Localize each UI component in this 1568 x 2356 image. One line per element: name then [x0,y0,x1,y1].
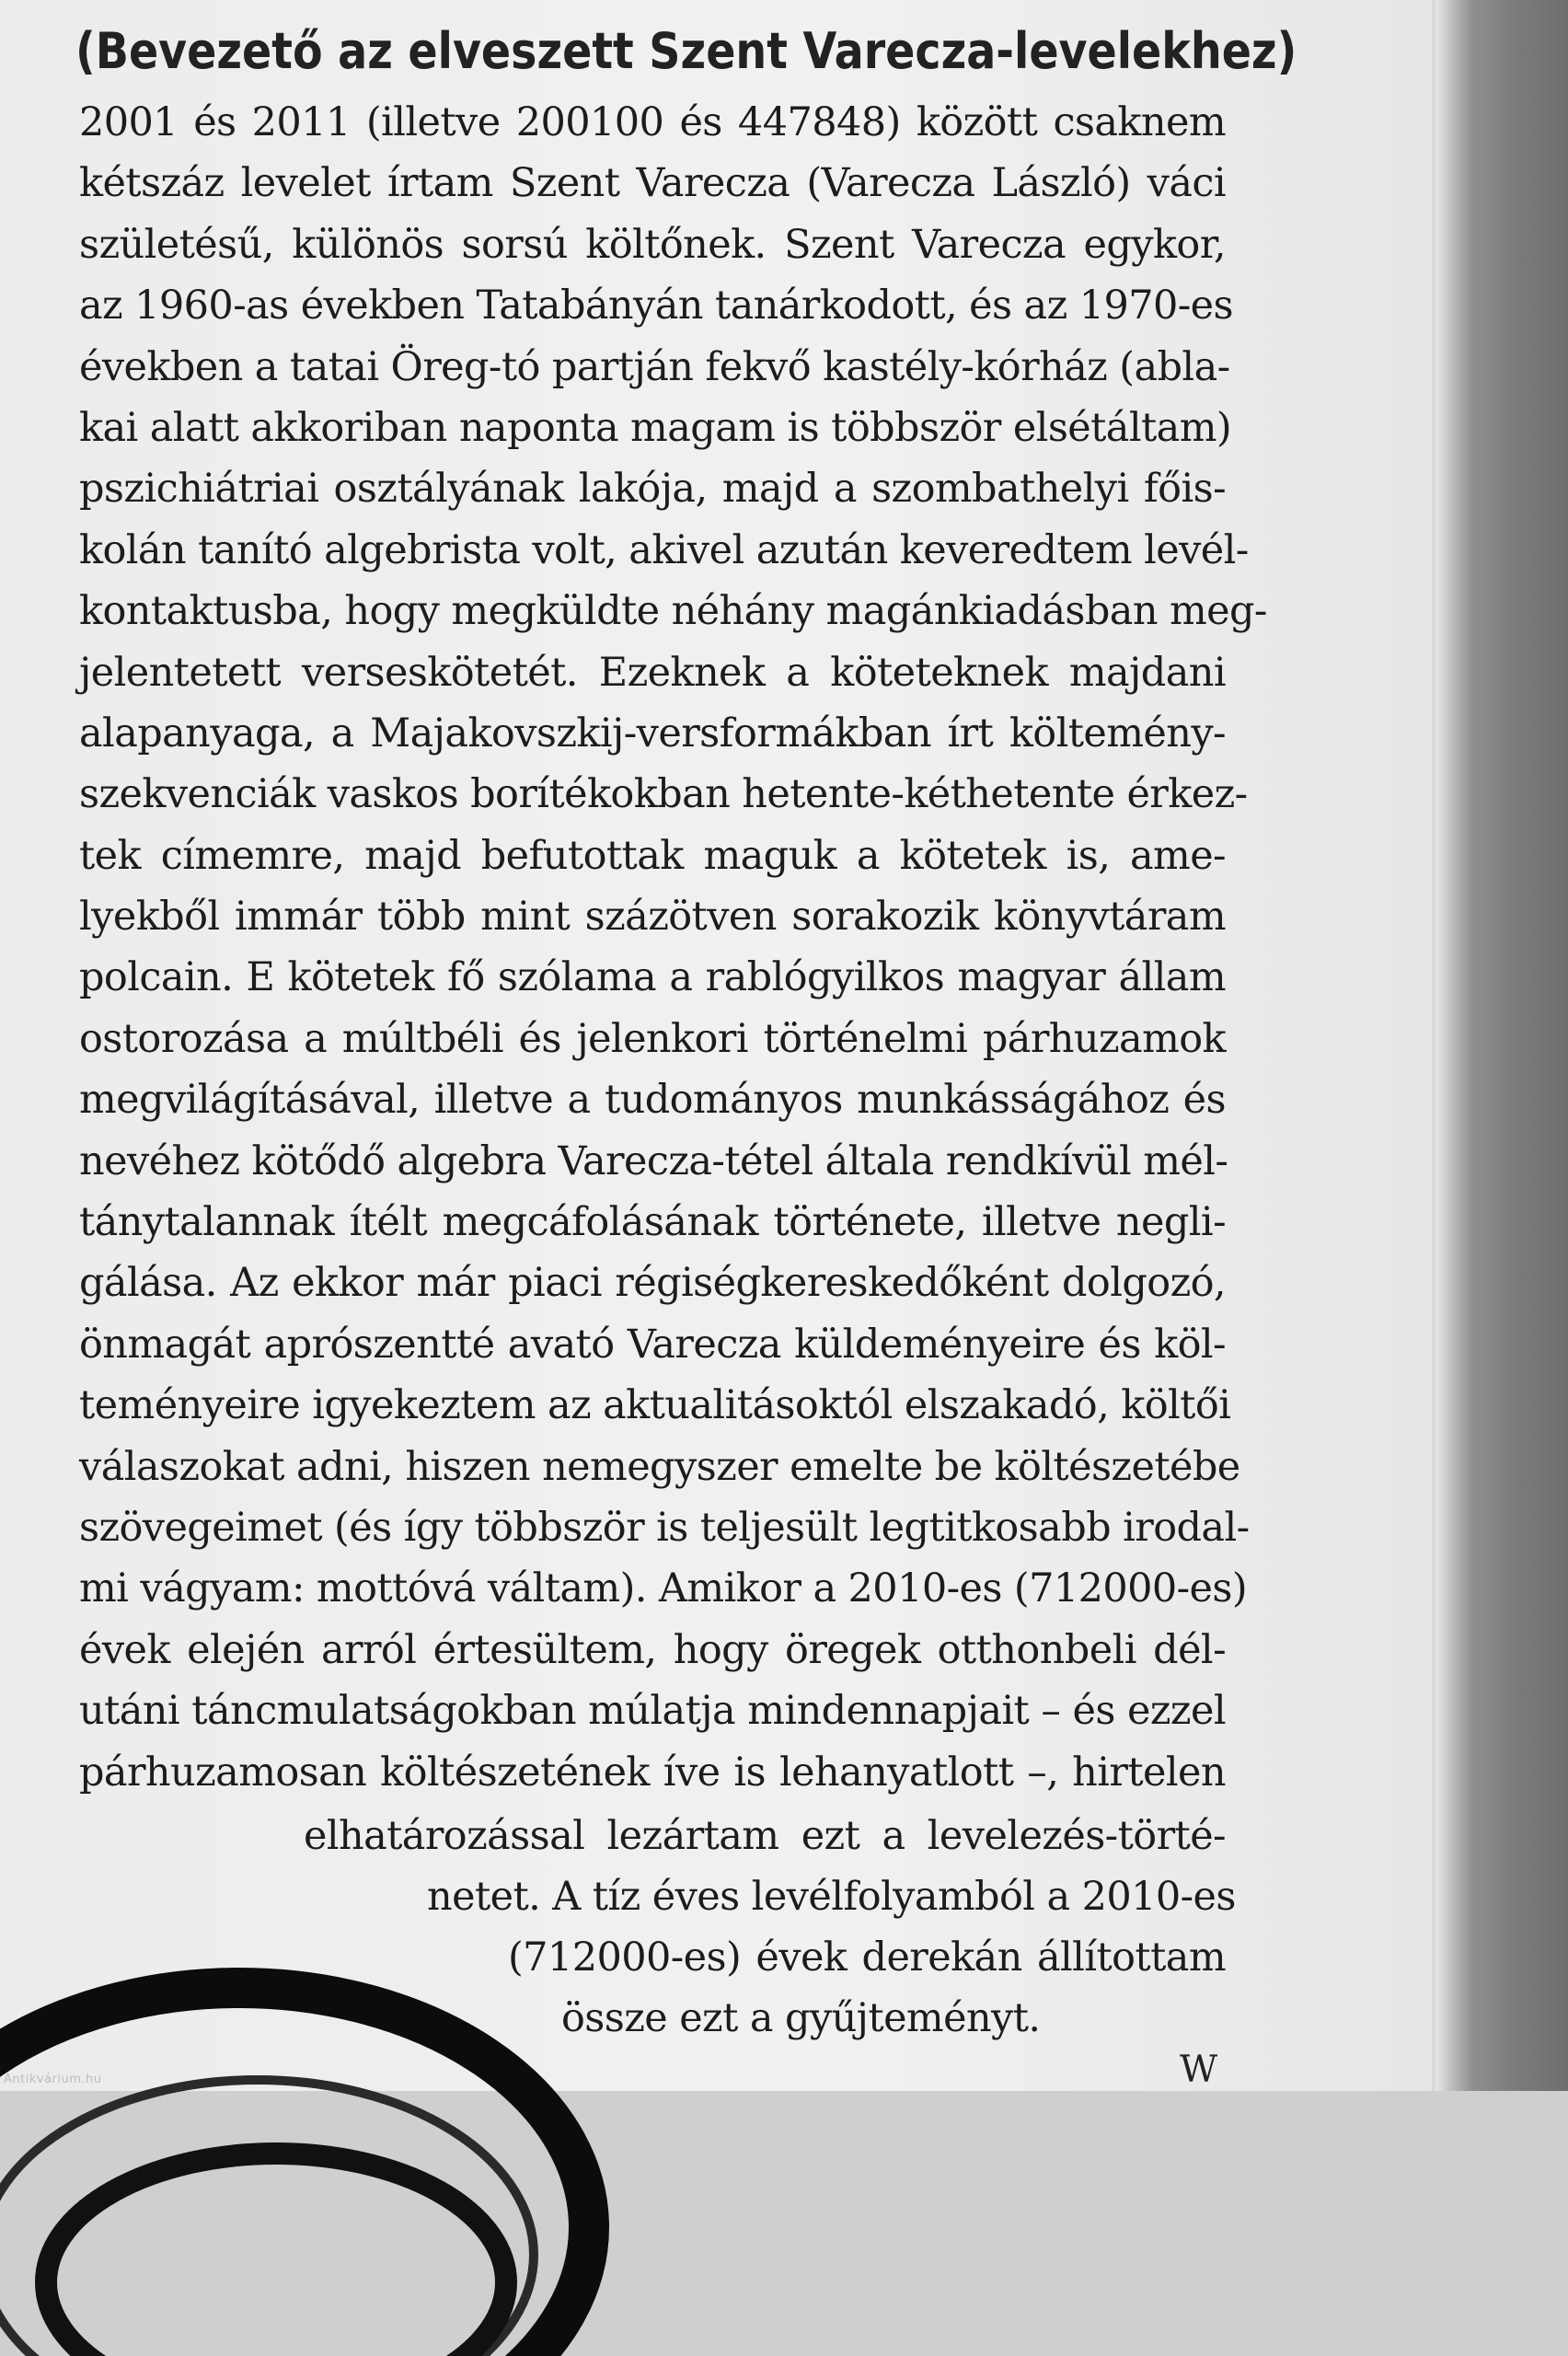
text-line: évek elején arról értesültem, hogy öregek otthonbeli dél- [79,1626,1226,1673]
text-line: polcain. E kötetek fő szólama a rablógyilkos magyar állam [79,954,1226,1001]
text-line: alapanyaga, a Majakovszkij-versformákban írt költemény- [79,710,1226,756]
text-line: az 1960-as években Tatabányán tanárkodott, és az 1970-es [79,283,1233,329]
body-text [79,92,1267,1803]
text-line: válaszokat adni, hiszen nemegyszer emelte be költészetébe [79,1443,1240,1490]
text-line: utáni táncmulatságokban múlatja mindennapjait – és ezzel [79,1688,1226,1735]
text-line: teményeire igyekeztem az aktualitásoktól elszakadó, költői [79,1382,1231,1429]
text-line: párhuzamosan költészetének íve is lehanyatlott –, hirtelen [79,1749,1226,1796]
text-line: szövegeimet (és így többször is teljesült legtitkosabb irodal- [79,1504,1250,1551]
closing-line: netet. A tíz éves levélfolyamból a 2010-es [427,1874,1236,1920]
text-line: kolán tanító algebrista volt, akivel azután keveredtem levél- [79,526,1249,573]
text-line: kontaktusba, hogy megküldte néhány magánkiadásban meg- [79,588,1267,635]
text-line: lyekből immár több mint százötven sorakozik könyvtáram [79,894,1226,941]
text-line: években a tatai Öreg-tó partján fekvő kastély-kórház (abla- [79,343,1230,390]
text-line: tánytalannak ítélt megcáfolásának története, illetve negli- [79,1199,1226,1246]
text-line: jelentetett verseskötetét. Ezeknek a köteteknek majdani [79,649,1226,696]
closing-line: elhatározással lezártam ezt a levelezés-törté- [304,1813,1226,1859]
text-line: szekvenciák vaskos borítékokban hetente-kéthetente érkez- [79,771,1248,818]
watermark: Antikvárium.hu [4,2073,102,2086]
text-line: gálása. Az ekkor már piaci régiségkereskedőként dolgozó, [79,1260,1226,1307]
text-line: pszichiátriai osztályának lakója, majd a szombathelyi főis- [79,466,1226,513]
text-line: születésű, különös sorsú költőnek. Szent Varecza egykor, [79,221,1226,268]
text-line: kétszáz levelet írtam Szent Varecza (Varecza László) váci [79,160,1226,207]
text-line: nevéhez kötődő algebra Varecza-tétel általa rendkívül mél- [79,1138,1228,1184]
section-heading: (Bevezető az elveszett Szent Varecza-levelekhez) [75,22,1297,80]
text-line: megvilágításával, illetve a tudományos munkásságához és [79,1077,1226,1124]
book-spine-shadow [1435,0,1568,2091]
text-line: ostorozása a múltbéli és jelenkori történelmi párhuzamok [79,1015,1226,1062]
text-line: mi vágyam: mottóvá váltam). Amikor a 2010-es (712000-es) [79,1565,1248,1612]
text-line: kai alatt akkoriban naponta magam is többször elsétáltam) [79,404,1232,451]
text-line: önmagát aprószentté avató Varecza küldeményeire és köl- [79,1321,1226,1368]
text-line: 2001 és 2011 (illetve 200100 és 447848) között csaknem [79,99,1226,145]
closing-line: össze ezt a gyűjteményt. [561,1995,1041,2041]
text-line: tek címemre, majd befutottak maguk a kötetek is, ame- [79,832,1226,879]
next-page-glyph: W [1180,2049,1218,2091]
closing-line: (712000-es) évek derekán állítottam [508,1934,1226,1981]
